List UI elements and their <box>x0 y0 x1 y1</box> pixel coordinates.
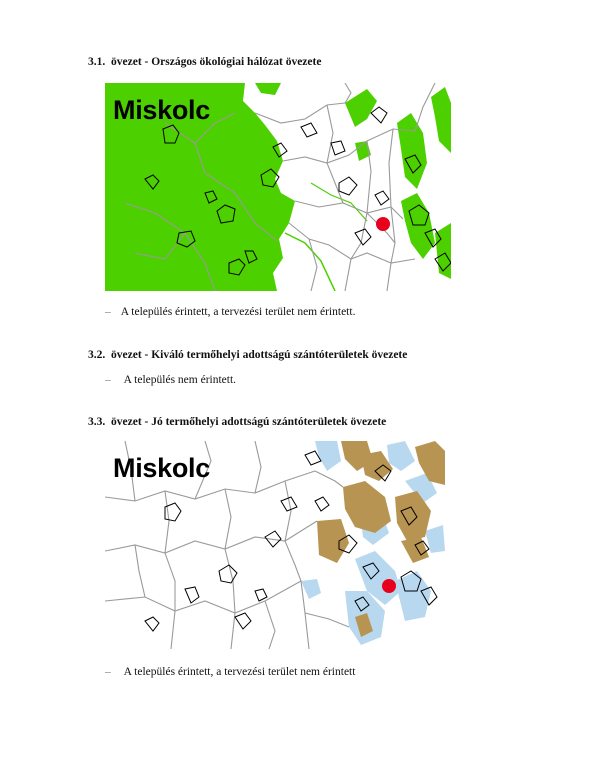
location-marker <box>382 579 396 593</box>
section-number: 3.1. <box>88 56 106 68</box>
map-city-label: Miskolc <box>113 453 210 483</box>
section-3-2-note <box>105 374 236 386</box>
section-title: övezet - Kiváló termőhelyi adottságú szántóterületek övezete <box>111 349 408 361</box>
bullet-dash: – <box>105 666 111 678</box>
section-3-3-heading <box>88 416 386 428</box>
section-3-1-note <box>105 306 355 318</box>
bullet-dash: – <box>105 374 111 386</box>
section-3-1-heading <box>88 56 321 68</box>
section-title: övezet - Jó termőhelyi adottságú szántóterületek övezete <box>111 416 387 428</box>
ecological-network-map <box>105 83 451 291</box>
section-number: 3.3. <box>88 416 106 428</box>
map-city-label: Miskolc <box>113 95 210 125</box>
location-marker <box>376 217 390 231</box>
section-3-2-heading <box>88 349 407 361</box>
section-number: 3.2. <box>88 349 106 361</box>
note-text: A település nem érintett. <box>123 374 237 386</box>
bullet-dash: – <box>105 306 111 318</box>
arable-land-map <box>105 441 445 649</box>
section-3-3-note <box>105 666 355 678</box>
note-text: A település érintett, a tervezési terület nem érintett. <box>120 306 356 318</box>
section-title: övezet - Országos ökológiai hálózat övezete <box>111 56 322 68</box>
note-text: A település érintett, a tervezési terület nem érintett <box>123 666 356 678</box>
